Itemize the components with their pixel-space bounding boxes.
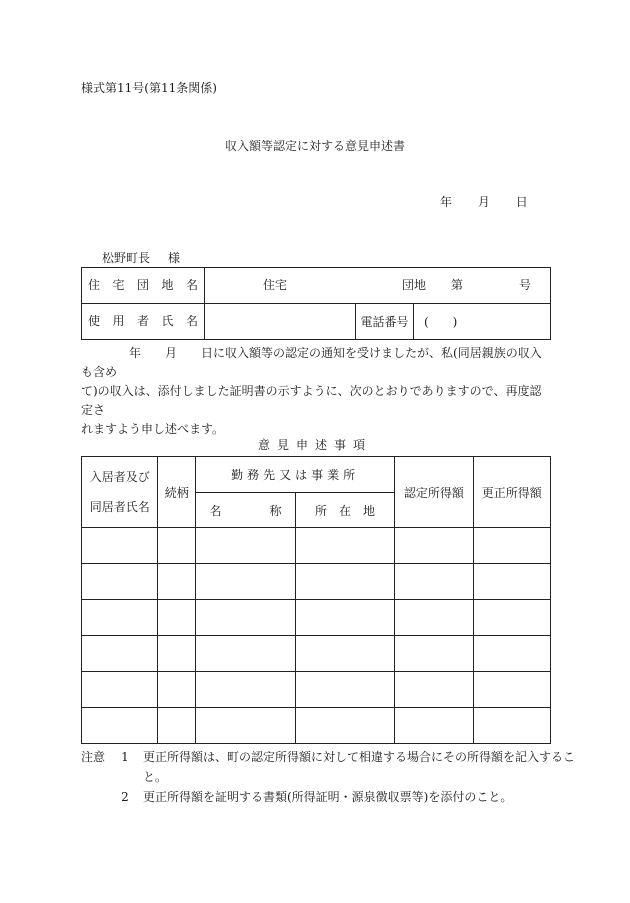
cell-location[interactable] — [295, 528, 394, 564]
note-text: 更正所得額は、町の認定所得額に対して相違する場合にその所得額を記入するこ — [143, 750, 576, 764]
user-name-label-char: 用 — [112, 314, 125, 328]
cell-relation[interactable] — [158, 600, 196, 636]
table-row — [82, 528, 551, 564]
cell-name[interactable] — [196, 600, 296, 636]
cell-certified[interactable] — [395, 672, 473, 708]
statement-line2: て)の収入は、添付しました証明書の示すように、次のとおりでありますので、再度認定さ — [81, 384, 542, 417]
note-text-continued: と。 — [143, 770, 168, 784]
applicant-info-table — [81, 267, 551, 340]
note-text: 更正所得額を証明する書類(所得証明・源泉徴収票等)を添付のこと。 — [143, 790, 513, 804]
cell-corrected[interactable] — [473, 600, 550, 636]
cell-name[interactable] — [196, 564, 296, 600]
cell-resident[interactable] — [82, 528, 158, 564]
cell-corrected[interactable] — [473, 636, 550, 672]
cell-relation[interactable] — [158, 636, 196, 672]
table-row — [82, 672, 551, 708]
address-label-char: 地 — [161, 278, 174, 292]
header-certified-income: 認定所得額 — [395, 457, 473, 528]
user-label-cell — [82, 304, 205, 340]
date-month: 月 — [477, 195, 490, 209]
cell-location[interactable] — [295, 708, 394, 744]
table-row — [82, 600, 551, 636]
cell-certified[interactable] — [395, 636, 473, 672]
date-line — [440, 194, 550, 210]
cell-location[interactable] — [295, 636, 394, 672]
user-name-label — [82, 304, 204, 339]
addressee-honorific: 様 — [168, 251, 181, 265]
addressee-name: 松野町長 — [102, 251, 151, 265]
phone-value-cell[interactable] — [414, 304, 551, 340]
header-relation: 続柄 — [158, 457, 196, 528]
address-label-char: 住 — [88, 278, 101, 292]
phone-label: 電話番号 — [356, 304, 414, 340]
cell-corrected[interactable] — [473, 564, 550, 600]
user-name-label-char: 使 — [88, 314, 101, 328]
statement-year: 年 — [129, 346, 142, 360]
address-label-cell — [82, 268, 205, 304]
statement-text — [81, 344, 551, 439]
phone-value: ( ) — [424, 314, 458, 329]
table-row — [82, 708, 551, 744]
cell-relation[interactable] — [158, 672, 196, 708]
note-number: 2 — [121, 790, 129, 804]
cell-resident[interactable] — [82, 672, 158, 708]
address-dai: 第 — [451, 278, 464, 292]
header-resident-line2: 同居者氏名 — [89, 500, 150, 514]
cell-certified[interactable] — [395, 708, 473, 744]
cell-certified[interactable] — [395, 564, 473, 600]
header-workplace: 勤務先又は事業所 — [196, 457, 395, 493]
cell-resident[interactable] — [82, 636, 158, 672]
cell-certified[interactable] — [395, 528, 473, 564]
header-resident-line1: 入居者及び — [89, 470, 150, 484]
cell-resident[interactable] — [82, 708, 158, 744]
cell-certified[interactable] — [395, 600, 473, 636]
user-name-label-char: 者 — [136, 314, 149, 328]
address-label — [82, 268, 204, 303]
cell-resident[interactable] — [82, 600, 158, 636]
header-corrected-income: 更正所得額 — [473, 457, 550, 528]
header-workplace-location: 所 在 地 — [295, 493, 394, 528]
cell-relation[interactable] — [158, 564, 196, 600]
statement-line3: れますよう申し述べます。 — [81, 422, 225, 436]
document-title: 収入額等認定に対する意見申述書 — [224, 139, 405, 153]
user-name-value[interactable] — [205, 304, 356, 340]
cell-name[interactable] — [196, 672, 296, 708]
address-housing: 住宅 — [263, 278, 288, 292]
address-label-char: 宅 — [112, 278, 125, 292]
cell-relation[interactable] — [158, 708, 196, 744]
cell-location[interactable] — [295, 672, 394, 708]
statement-line1: 日に収入額等の認定の通知を受けましたが、私(同居親族の収入も含め — [81, 346, 542, 379]
cell-corrected[interactable] — [473, 528, 550, 564]
notes — [81, 747, 575, 807]
table-row — [82, 636, 551, 672]
statement-month: 月 — [165, 346, 178, 360]
notes-label: 注意 — [81, 750, 106, 764]
date-day: 日 — [515, 195, 528, 209]
address-number: 号 — [519, 278, 532, 292]
cell-corrected[interactable] — [473, 708, 550, 744]
cell-name[interactable] — [196, 708, 296, 744]
opinion-table — [81, 456, 551, 744]
addressee — [102, 250, 180, 266]
section-heading: 意見申述事項 — [257, 438, 372, 452]
address-complex: 団地 — [402, 278, 427, 292]
header-workplace-name: 名 称 — [196, 493, 296, 528]
cell-name[interactable] — [196, 636, 296, 672]
header-resident — [82, 457, 158, 528]
address-label-char: 名 — [185, 278, 198, 292]
address-label-char: 団 — [136, 278, 149, 292]
form-number: 様式第11号(第11条関係) — [81, 81, 217, 95]
cell-name[interactable] — [196, 528, 296, 564]
address-value-cell[interactable] — [205, 268, 551, 304]
cell-resident[interactable] — [82, 564, 158, 600]
date-year: 年 — [440, 195, 453, 209]
cell-relation[interactable] — [158, 528, 196, 564]
cell-location[interactable] — [295, 564, 394, 600]
note-number: 1 — [121, 750, 129, 764]
cell-corrected[interactable] — [473, 672, 550, 708]
table-row — [82, 564, 551, 600]
user-name-label-char: 氏 — [161, 314, 174, 328]
cell-location[interactable] — [295, 600, 394, 636]
user-name-label-char: 名 — [185, 314, 198, 328]
